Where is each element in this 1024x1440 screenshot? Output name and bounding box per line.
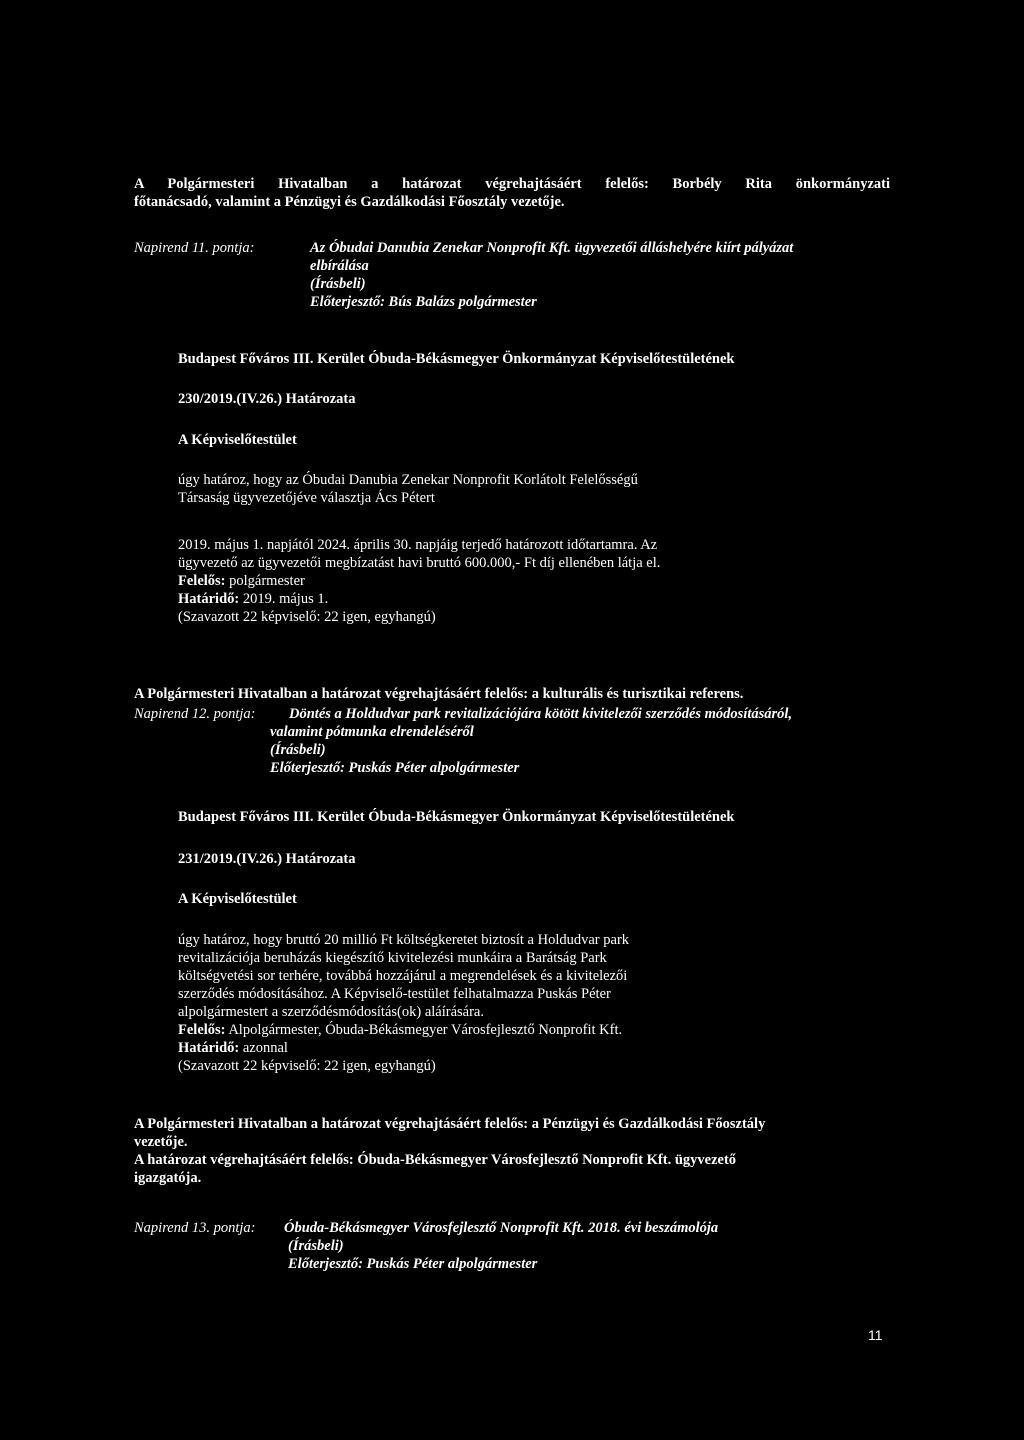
deadline-value: azonnal bbox=[239, 1040, 288, 1056]
agenda-label: Napirend 12. pontja: bbox=[134, 706, 256, 722]
agenda-type: (Írásbeli) bbox=[288, 1238, 344, 1254]
resolution-text bbox=[178, 471, 798, 507]
council-heading: Budapest Főváros III. Kerület Óbuda-Békásmegyer Önkormányzat Képviselőtestületének bbox=[178, 351, 735, 367]
text-line: A Polgármesteri Hivatalban a határozat végrehajtásáért felelős: Borbély Rita önkormányzati bbox=[134, 176, 890, 192]
agenda-title-cont: valamint pótmunka elrendeléséről bbox=[270, 724, 474, 740]
text-line: A határozat végrehajtásáért felelős: Óbuda-Békásmegyer Városfejlesztő Nonprofit Kft. ügyvezető bbox=[134, 1152, 737, 1168]
responsible-line bbox=[178, 1021, 790, 1039]
responsible-label: Felelős: bbox=[178, 573, 226, 589]
deadline-label: Határidő: bbox=[178, 1040, 240, 1056]
text-line: szerződés módosításához. A Képviselő-testület felhatalmazza Puskás Péter bbox=[178, 986, 611, 1002]
deadline-value: 2019. május 1. bbox=[239, 591, 329, 607]
text-line: költségvetési sor terhére, továbbá hozzájárul a megrendelések és a kivitelezői bbox=[178, 968, 628, 984]
agenda-title: Óbuda-Békásmegyer Városfejlesztő Nonprofit Kft. 2018. évi beszámolója bbox=[284, 1220, 719, 1236]
agenda-content bbox=[134, 1219, 718, 1273]
body-title: A Képviselőtestület bbox=[178, 891, 297, 907]
text-line: igazgatója. bbox=[134, 1170, 202, 1186]
agenda-title: Döntés a Holdudvar park revitalizációjára kötött kivitelezői szerződés módosításáról, bbox=[289, 706, 793, 722]
responsible-value: polgármester bbox=[225, 573, 305, 589]
responsible-paragraph-3 bbox=[134, 1115, 890, 1187]
resolution-number: 231/2019.(IV.26.) Határozata bbox=[178, 851, 356, 867]
agenda-presenter: Előterjesztő: Bús Balázs polgármester bbox=[310, 294, 537, 310]
body-title: A Képviselőtestület bbox=[178, 432, 297, 448]
agenda-content bbox=[310, 239, 793, 311]
resolution-text bbox=[178, 931, 790, 1075]
agenda-title: Az Óbudai Danubia Zenekar Nonprofit Kft. ügyvezetői álláshelyére kiírt pályázat bbox=[310, 240, 794, 256]
agenda-type: (Írásbeli) bbox=[310, 276, 366, 292]
text-line: vezetője. bbox=[134, 1134, 188, 1150]
text-line: A Polgármesteri Hivatalban a határozat végrehajtásáért felelős: a Pénzügyi és Gazdálkodási Főosztály bbox=[134, 1116, 766, 1132]
responsible-paragraph-2: A Polgármesteri Hivatalban a határozat végrehajtásáért felelős: a kulturális és turisztikai referens. bbox=[134, 686, 744, 702]
agenda-presenter: Előterjesztő: Puskás Péter alpolgármester bbox=[288, 1256, 538, 1272]
responsible-label: Felelős: bbox=[178, 1022, 226, 1038]
deadline-line bbox=[178, 590, 798, 608]
council-heading: Budapest Főváros III. Kerület Óbuda-Békásmegyer Önkormányzat Képviselőtestületének bbox=[178, 809, 735, 825]
text-line: úgy határoz, hogy az Óbudai Danubia Zenekar Nonprofit Korlátolt Felelősségű bbox=[178, 472, 638, 488]
agenda-presenter: Előterjesztő: Puskás Péter alpolgármester bbox=[270, 760, 520, 776]
page-number: 11 bbox=[868, 1327, 883, 1343]
resolution-number: 230/2019.(IV.26.) Határozata bbox=[178, 391, 356, 407]
responsible-value: Alpolgármester, Óbuda-Békásmegyer Városfejlesztő Nonprofit Kft. bbox=[225, 1022, 623, 1038]
responsible-line bbox=[178, 572, 798, 590]
responsible-paragraph-1 bbox=[134, 175, 890, 211]
vote-line: (Szavazott 22 képviselő: 22 igen, egyhangú) bbox=[178, 1058, 436, 1074]
agenda-label: Napirend 13. pontja: bbox=[134, 1220, 256, 1236]
agenda-label: Napirend 11. pontja: bbox=[134, 240, 255, 256]
text-line: revitalizációja beruházás kiegészítő kivitelezési munkáira a Barátság Park bbox=[178, 950, 607, 966]
resolution-text-2 bbox=[178, 536, 798, 626]
text-line: főtanácsadó, valamint a Pénzügyi és Gazdálkodási Főosztály vezetője. bbox=[134, 194, 565, 210]
deadline-label: Határidő: bbox=[178, 591, 240, 607]
text-line: alpolgármestert a szerződésmódosítás(ok) aláírására. bbox=[178, 1004, 484, 1020]
text-line: ügyvezető az ügyvezetői megbízatást havi bruttó 600.000,- Ft díj ellenében látja el. bbox=[178, 555, 661, 571]
agenda-title-cont: elbírálása bbox=[310, 258, 369, 274]
vote-line: (Szavazott 22 képviselő: 22 igen, egyhangú) bbox=[178, 609, 436, 625]
text-line: Társaság ügyvezetőjéve választja Ács Pétert bbox=[178, 490, 435, 506]
text-line: 2019. május 1. napjától 2024. április 30. napjáig terjedő határozott időtartamra. Az bbox=[178, 537, 658, 553]
deadline-line bbox=[178, 1039, 790, 1057]
text-line: úgy határoz, hogy bruttó 20 millió Ft költségkeretet biztosít a Holdudvar park bbox=[178, 932, 630, 948]
agenda-content bbox=[134, 705, 792, 777]
agenda-type: (Írásbeli) bbox=[270, 742, 326, 758]
